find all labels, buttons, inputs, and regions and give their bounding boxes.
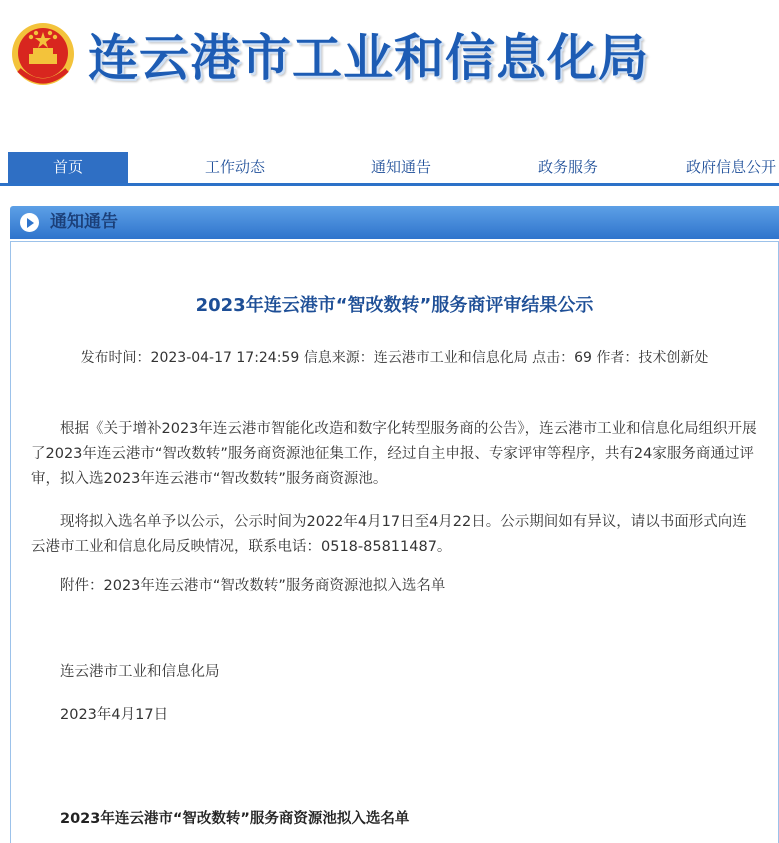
arrow-right-icon xyxy=(20,213,39,232)
section-title: 通知通告 xyxy=(50,212,118,232)
list-title: 2023年连云港市“智改数转”服务商资源池拟入选名单 xyxy=(60,811,410,827)
signature-date: 2023年4月17日 xyxy=(60,707,169,723)
article-paragraph: 根据《关于增补2023年连云港市智能化改造和数字化转型服务商的公告》，连云港市工业和信息化局组织开展了2023年连云港市“智改数转”服务商资源池征集工作，经过自主申报、专家评审等程序，共有24家服务商通过评审，拟入选2023年连云港市“智改数转”服务商资源池。 xyxy=(31,421,757,487)
nav-item-gov-services[interactable]: 政务服务 xyxy=(537,158,598,176)
nav-item-home[interactable]: 首页 xyxy=(8,152,128,183)
site-header xyxy=(0,0,779,150)
article-title: 2023年连云港市“智改数转”服务商评审结果公示 xyxy=(195,295,594,316)
article-meta: 发布时间：2023-04-17 17:24:59 信息来源：连云港市工业和信息化局 点击：69 作者：技术创新处 xyxy=(80,350,709,366)
attachment-link[interactable]: 附件：2023年连云港市“智改数转”服务商资源池拟入选名单 xyxy=(60,578,446,594)
article-paragraph: 现将拟入选名单予以公示，公示时间为2022年4月17日至4月22日。公示期间如有异议，请以书面形式向连云港市工业和信息化局反映情况，联系电话：0518-85811487。 xyxy=(31,514,747,555)
national-emblem-icon xyxy=(9,20,77,90)
nav-item-work-news[interactable]: 工作动态 xyxy=(204,158,265,176)
section-header-bar xyxy=(10,206,779,239)
signature-org: 连云港市工业和信息化局 xyxy=(60,664,220,680)
nav-item-notices[interactable]: 通知通告 xyxy=(370,158,431,176)
main-nav xyxy=(0,152,779,186)
nav-item-info-disclosure[interactable]: 政府信息公开 xyxy=(686,158,777,176)
article-panel xyxy=(10,241,779,843)
site-title: 连云港市工业和信息化局 xyxy=(88,29,649,87)
